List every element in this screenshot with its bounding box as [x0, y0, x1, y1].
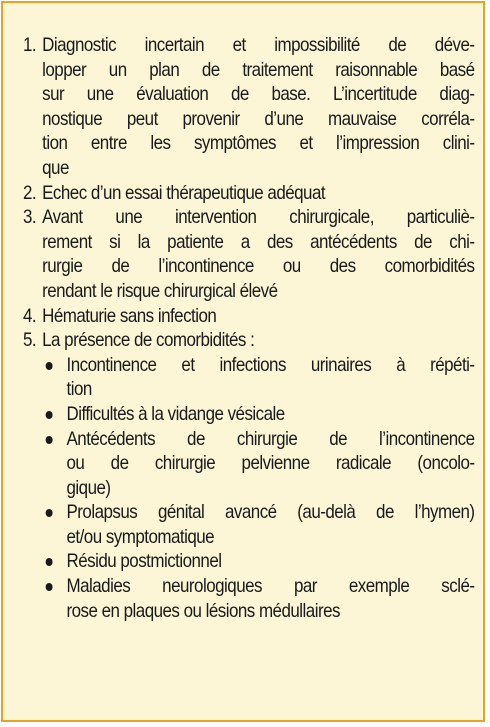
sub-item-line: rose en plaques ou lésions médullaires — [66, 599, 340, 622]
bullet-icon — [42, 574, 66, 599]
sub-item-4 — [42, 500, 474, 549]
item-line: nostique peut provenir d’une mauvaise corréla- — [42, 107, 475, 130]
sub-item-6 — [42, 574, 474, 623]
item-line: que — [42, 156, 69, 179]
sub-item-line: Difficultés à la vidange vésicale — [66, 402, 285, 425]
sub-item-5 — [42, 549, 474, 574]
bullet-icon — [42, 500, 66, 525]
sub-item-line: gique) — [66, 476, 111, 499]
sub-item-line: Incontinence et infections urinaires à répéti- — [66, 353, 475, 376]
item-line: sur une évaluation de base. L’incertitude diag- — [42, 83, 475, 106]
bullet-icon — [42, 427, 66, 452]
sub-item-line: ou de chirurgie pelvienne radicale (oncolo- — [66, 452, 475, 475]
sub-item-line: tion — [66, 378, 92, 401]
item-number: 3. — [23, 206, 37, 229]
sub-item-2 — [42, 402, 474, 427]
bullet-icon — [42, 402, 66, 427]
sub-item-line: Prolapsus génital avancé (au-delà de l’hymen) — [66, 501, 475, 524]
list-item-4 — [23, 304, 475, 329]
item-line: Avant une intervention chirurgicale, particuliè- — [42, 206, 475, 229]
list-item-5 — [23, 328, 475, 353]
sub-item-line: Antécédents de chirurgie de l’incontinence — [66, 427, 475, 450]
item-line: Echec d’un essai thérapeutique adéquat — [42, 181, 326, 204]
sub-item-line: Résidu postmictionnel — [66, 550, 222, 573]
sub-item-line: et/ou symptomatique — [66, 525, 215, 548]
sub-item-line: Maladies neurologiques par exemple sclé- — [66, 575, 475, 598]
item-line: tion entre les symptômes et l’impression clini- — [42, 132, 475, 155]
item-number: 4. — [23, 304, 37, 327]
item-line: La présence de comorbidités : — [42, 329, 255, 352]
sub-item-3 — [42, 427, 474, 501]
list-item-3 — [23, 205, 475, 303]
bullet-icon — [42, 549, 66, 574]
item-line: rurgie de l’incontinence ou des comorbidités — [42, 255, 475, 278]
item-number: 2. — [23, 181, 37, 204]
item-line: rendant le risque chirurgical élevé — [42, 279, 278, 302]
sub-item-1 — [42, 353, 474, 402]
bullet-icon — [42, 353, 66, 378]
item-line: lopper un plan de traitement raisonnable basé — [42, 58, 475, 81]
list-item-2 — [23, 181, 475, 206]
list-item-1 — [23, 33, 475, 181]
item-line: Diagnostic incertain et impossibilité de déve- — [42, 34, 475, 56]
item-number: 1. — [23, 34, 37, 56]
indication-list — [23, 33, 475, 623]
item-line: Hématurie sans infection — [42, 304, 217, 327]
indication-box — [1, 1, 485, 722]
item-line: rement si la patiente a des antécédents de chi- — [42, 230, 475, 253]
item-number: 5. — [23, 329, 37, 352]
